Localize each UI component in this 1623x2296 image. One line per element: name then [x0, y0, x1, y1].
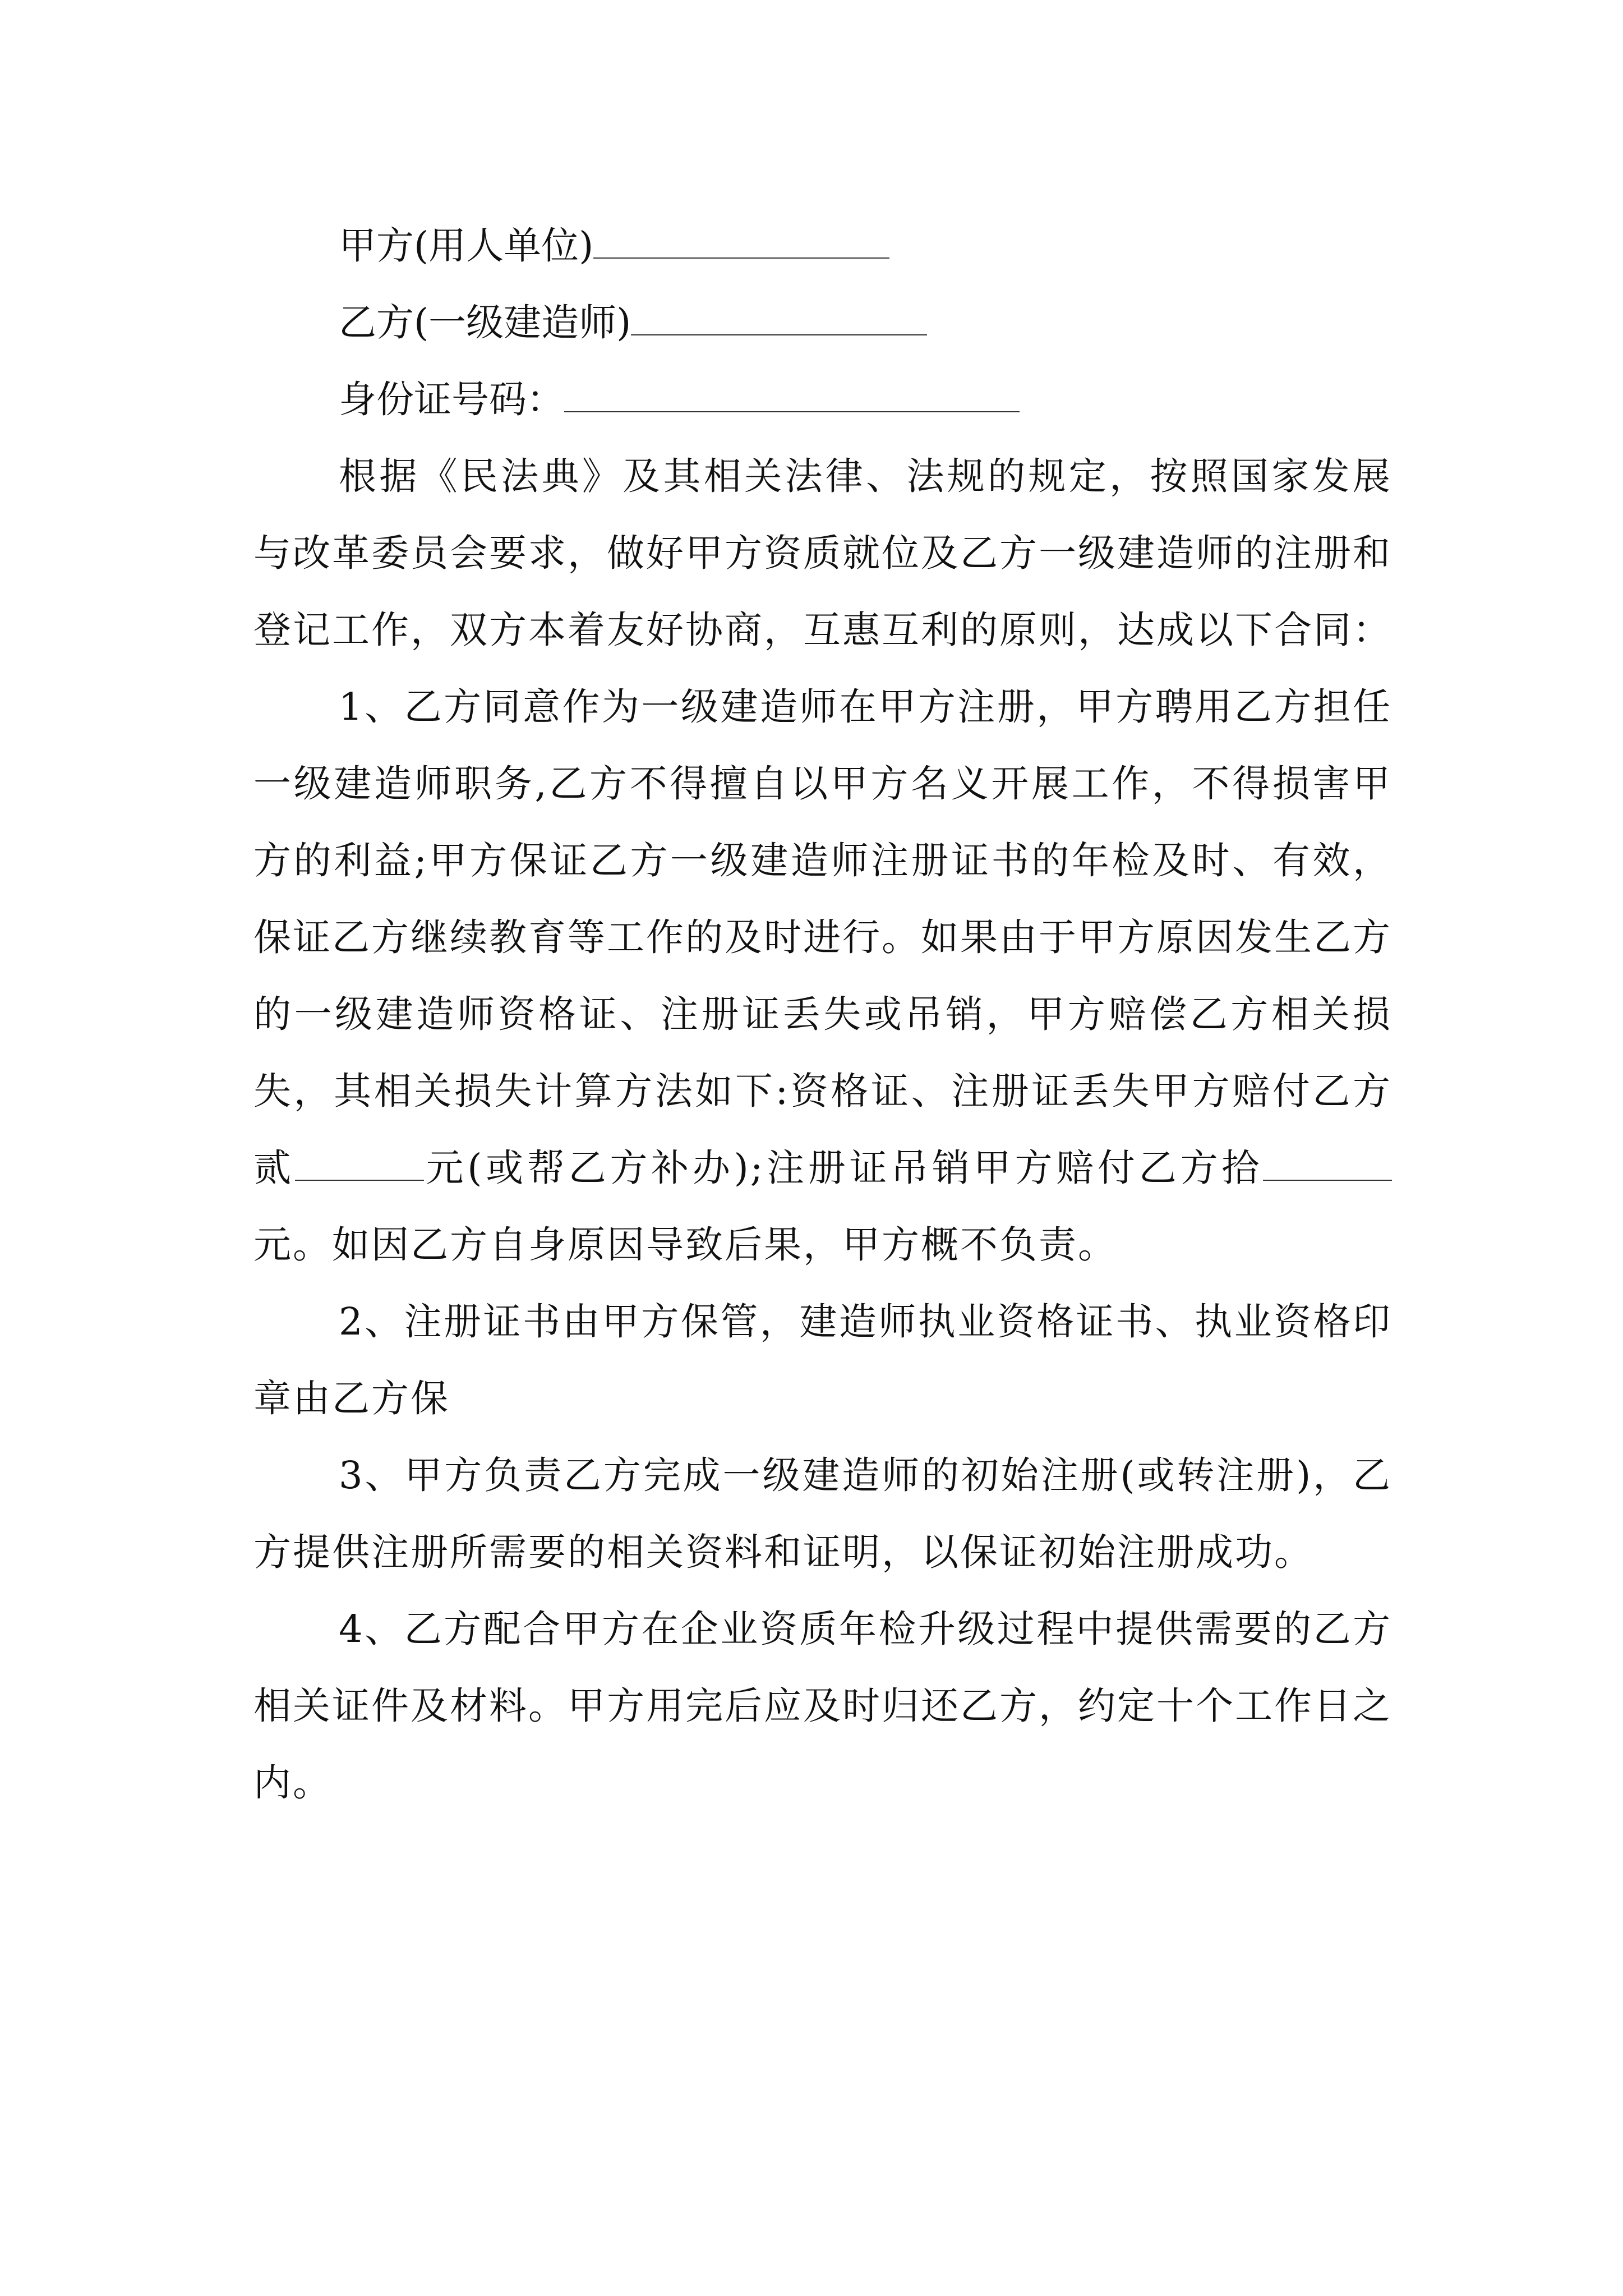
party-a-label: 甲方(用人单位)	[339, 224, 594, 268]
party-a-blank	[593, 228, 889, 259]
compensation-amount-blank-2	[1263, 1151, 1392, 1181]
id-number-blank	[564, 382, 1020, 412]
clause-3-paragraph: 3、甲方负责乙方完成一级建造师的初始注册(或转注册)，乙方提供注册所需要的相关资料和证明，以保证初始注册成功。	[253, 1453, 1392, 1574]
id-number-label: 身份证号码：	[339, 378, 564, 421]
clause-1-text-b: 元(或帮乙方补办);注册证吊销甲方赔付乙方拾	[423, 1146, 1263, 1190]
clause-1-paragraph	[253, 669, 1392, 1283]
party-b-line	[253, 284, 1392, 361]
party-b-blank	[631, 305, 927, 335]
compensation-amount-blank-1	[295, 1151, 424, 1181]
clause-4-paragraph: 4、乙方配合甲方在企业资质年检升级过程中提供需要的乙方相关证件及材料。甲方用完后应及时归还乙方，约定十个工作日之内。	[253, 1607, 1392, 1805]
clause-1-text-c: 元。如因乙方自身原因导致后果，甲方概不负责。	[253, 1223, 1117, 1267]
clause-2-paragraph: 2、注册证书由甲方保管，建造师执业资格证书、执业资格印章由乙方保	[253, 1300, 1392, 1420]
contract-body	[253, 208, 1392, 1821]
clause-1-text-a: 1、乙方同意作为一级建造师在甲方注册，甲方聘用乙方担任一级建造师职务,乙方不得擅自以甲方名义开展工作，不得损害甲方的利益;甲方保证乙方一级建造师注册证书的年检及时、有效，保证乙方继续教育等工作的及时进行。如果由于甲方原因发生乙方的一级建造师资格证、注册证丢失或吊销，甲方赔偿乙方相关损失，其相关损失计算方法如下:资格证、注册证丢失甲方赔付乙方贰	[253, 685, 1392, 1190]
party-a-line	[253, 208, 1392, 284]
intro-paragraph: 根据《民法典》及其相关法律、法规的规定，按照国家发展与改革委员会要求，做好甲方资质就位及乙方一级建造师的注册和登记工作，双方本着友好协商，互惠互利的原则，达成以下合同：	[253, 454, 1392, 652]
party-b-label: 乙方(一级建造师)	[339, 301, 631, 344]
id-number-line	[253, 361, 1392, 438]
